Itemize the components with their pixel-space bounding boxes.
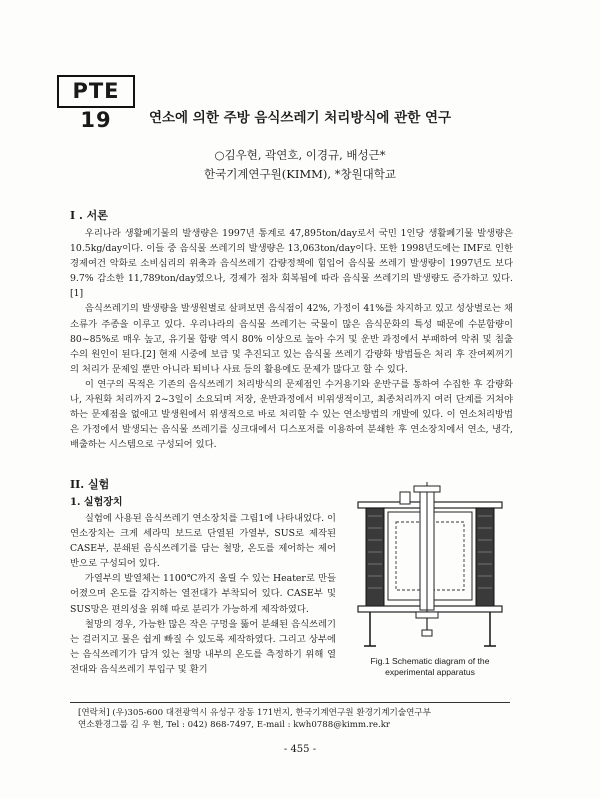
- intro-heading: I . 서론: [70, 209, 108, 222]
- contact-line-2: 연소환경그룹 김 우 현, Tel : 042) 868-7497, E-mail : kwh0788@kimm.re.kr: [78, 720, 391, 730]
- apparatus-paragraph-2: 가열부의 발열체는 1100℃까지 올릴 수 있는 Heater로 만들어졌으며 온도를 감지하는 열전대가 부착되어 있다. CASE부 및 SUS망은 편의성을 위해 따로 분리가 가능하게 제작하였다.: [70, 573, 336, 615]
- paper-title: 연소에 의한 주방 음식쓰레기 처리방식에 관한 연구: [148, 110, 452, 126]
- authors: ○김우현, 곽연호, 이경규, 배성근*: [214, 148, 386, 162]
- intro-paragraph-2: 음식쓰레기의 발생량을 발생원별로 살펴보면 음식점이 42%, 가정이 41%를 차지하고 있고 성상별로는 채소류가 주종을 이루고 있다. 우리나라의 음식물 쓰레기는 국물이 많은 음식문화의 특성 때문에 수분함량이 80~85%로 매우 높고, 유기물 함량 역시 80% 이상으로 높아 수거 및 운반 과정에서 부패하여 악취 및 침출수의 원인이 된다.[2] 현재 시중에 보급 및 추진되고 있는 음식물 쓰레기 감량화 방법들은 처리 후 잔여찌꺼기의 처리가 문제일 뿐만 아니라 퇴비나 사료 등의 활용에도 문제가 많다고 할 수 있다.: [70, 303, 513, 375]
- intro-paragraph-3: 이 연구의 목적은 기존의 음식쓰레기 처리방식의 문제점인 수거용기와 운반구를 통하여 수집한 후 감량화나, 자원화 처리까지 2~3일이 소요되며 저장, 운반과정에서 비위생적이고, 최종처리까지 여러 단계를 거쳐야 하는 문제점을 없애고 발생원에서 위생적으로 바로 처리할 수 있는 연소방법의 개발에 있다. 이 연소처리방법은 가정에서 발생되는 음식물 쓰레기를 싱크대에서 디스포저를 이용하여 분쇄한 후 연소장치에서 연소, 냉각, 배출하는 시스템으로 구성되어 있다.: [70, 378, 513, 451]
- contact-info: [78, 707, 518, 731]
- apparatus-paragraph-1: 실험에 사용된 음식쓰레기 연소장치를 그림1에 나타내었다. 이 연소장치는 크게 세라믹 보드로 단열된 가열부, SUS로 제작된 CASE부, 분쇄된 음식쓰레기를 담는 철망, 온도를 제어하는 제어반으로 구성되어 있다.: [70, 513, 336, 570]
- intro-paragraph-1: 우리나라 생활폐기물의 발생량은 1997년 통계로 47,895ton/day로서 국민 1인당 생활폐기물 발생량은 10.5kg/day이다. 이들 중 음식물 쓰레기의 발생량은 13,063ton/day이다. 또한 1998년도에는 IMF로 인한 경제여건 악화로 소비심리의 위축과 음식쓰레기 감량정책에 힘입어 음식물 쓰레기 발생량이 1997년도 보다 9.7% 감소한 11,789ton/day였으나, 경제가 점차 회복됨에 따라 음식물 쓰레기의 발생량도 증가하고 있다.[1]: [70, 228, 513, 300]
- apparatus-paragraph-3: 철망의 경우, 가능한 많은 작은 구멍을 뚫어 분쇄된 음식쓰레기는 걸러지고 물은 쉽게 빠질 수 있도록 제작하였다. 그리고 상부에는 음식쓰레기가 담겨 있는 철망 내부의 온도를 측정하기 위해 열전대와 음식쓰레기 투입구 및 환기: [70, 618, 336, 675]
- affiliation: 한국기계연구원(KIMM), *창원대학교: [203, 167, 397, 181]
- page-number: - 455 -: [283, 744, 317, 755]
- footer-divider: [70, 702, 510, 703]
- intro-body: [70, 226, 513, 452]
- figure-caption: [346, 656, 514, 678]
- figure-caption-line-2: experimental apparatus: [385, 667, 475, 677]
- experiment-heading: II. 실험: [70, 478, 110, 491]
- apparatus-subheading: 1. 실험장치: [70, 497, 123, 508]
- figure-caption-line-1: Fig.1 Schematic diagram of the: [370, 656, 490, 666]
- apparatus-body: [70, 511, 336, 677]
- contact-line-1: [연락처] (우)305-600 대전광역시 유성구 장동 171번지, 한국기계연구원 환경기계기술연구부: [78, 708, 432, 718]
- session-badge: PTE 19: [57, 75, 135, 108]
- apparatus-schematic: [352, 482, 508, 650]
